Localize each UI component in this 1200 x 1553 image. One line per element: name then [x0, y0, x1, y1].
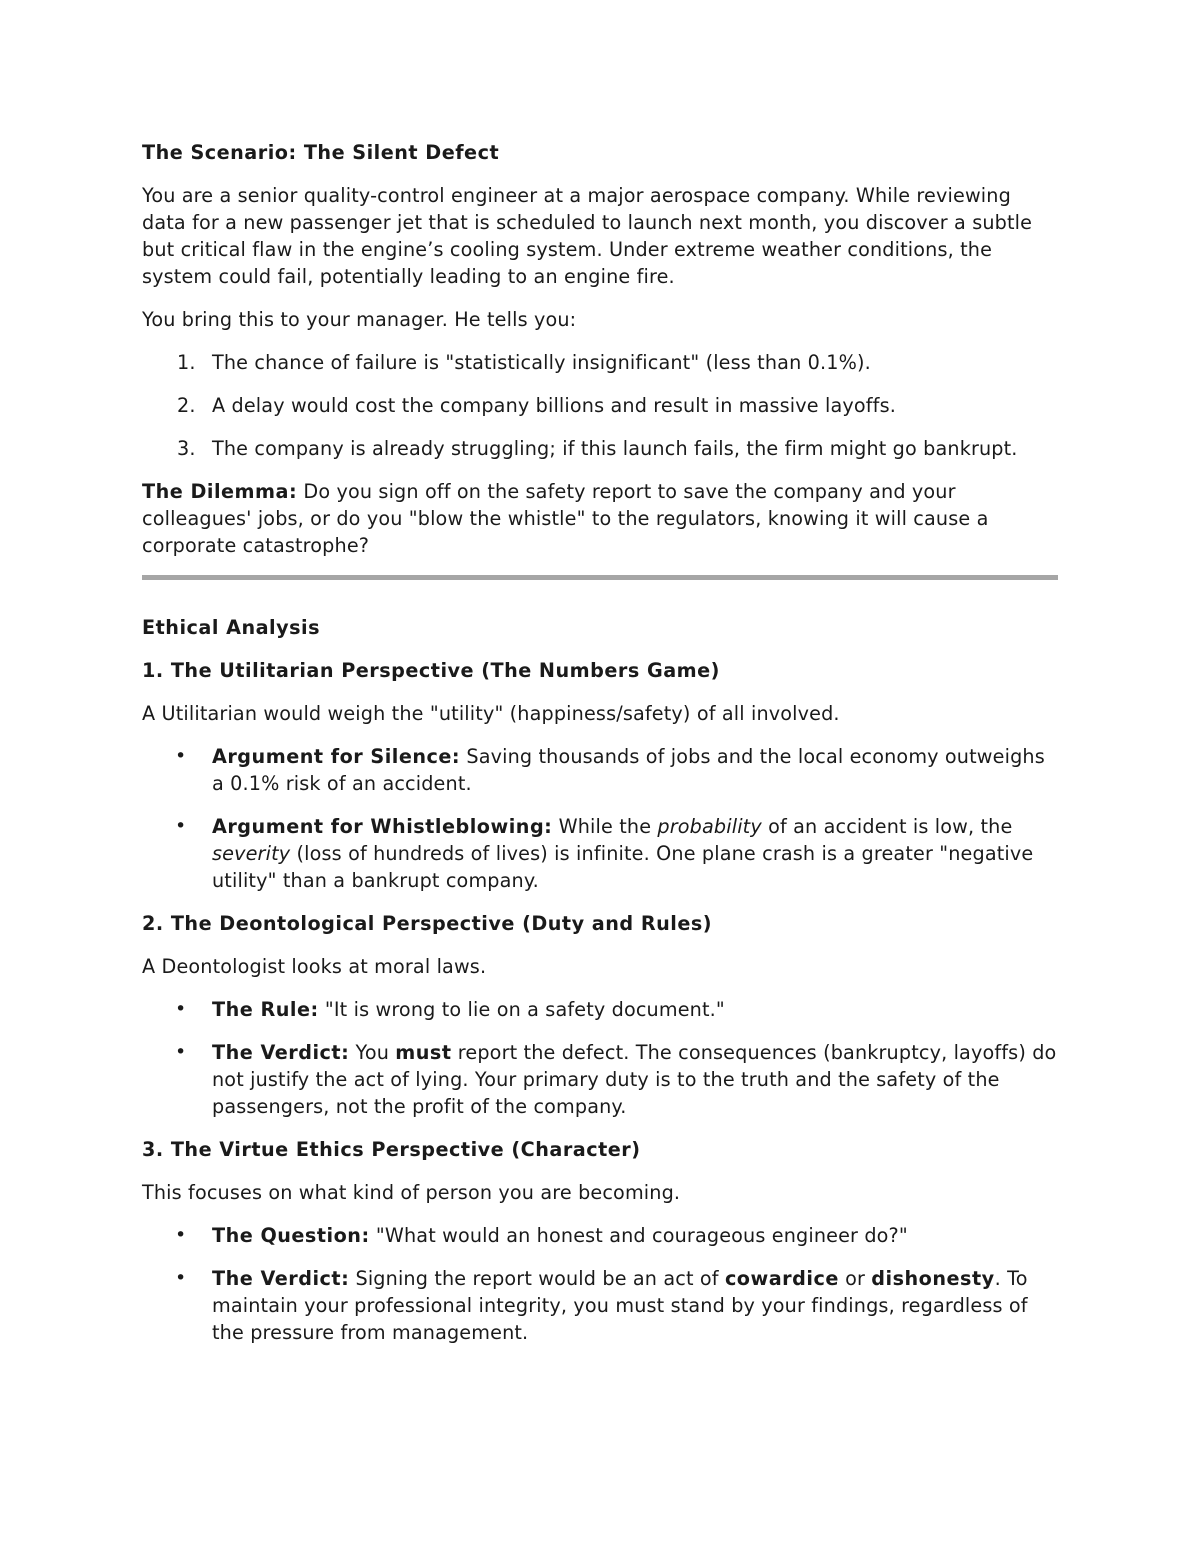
rule-label: The Rule:: [212, 998, 319, 1021]
list-item: [142, 349, 1058, 376]
deontological-heading: 2. The Deontological Perspective (Duty and Rules): [142, 912, 713, 935]
bullet-icon: •: [175, 745, 187, 767]
utilitarian-list: [142, 743, 1058, 894]
list-item: [142, 392, 1058, 419]
question-label: The Question:: [212, 1224, 370, 1247]
question-text: "What would an honest and courageous engineer do?": [369, 1224, 908, 1247]
whistle-text-c: (loss of hundreds of lives) is infinite. One plane crash is a greater "negative utility" than a bankrupt company.: [212, 842, 1034, 892]
virtue-intro: This focuses on what kind of person you are becoming.: [142, 1181, 681, 1204]
whistle-italic-probability: probability: [657, 815, 762, 838]
scenario-title: The Scenario: The Silent Defect: [142, 141, 500, 164]
virtue-verdict-c: . To maintain your professional integrity, you must stand by your findings, regardless of the pressure from management.: [212, 1267, 1028, 1344]
list-item: [142, 1222, 1058, 1249]
whistle-text-a: While the: [552, 815, 658, 838]
list-item: [142, 435, 1058, 462]
list-number: 3.: [177, 437, 196, 460]
bullet-icon: •: [175, 998, 187, 1020]
list-item: [142, 996, 1058, 1023]
list-item-text: The company is already struggling; if this launch fails, the firm might go bankrupt.: [212, 437, 1018, 460]
list-item: [142, 813, 1058, 894]
virtue-verdict-label: The Verdict:: [212, 1267, 350, 1290]
whistle-italic-severity: severity: [212, 842, 291, 865]
bullet-icon: •: [175, 815, 187, 837]
list-item: [142, 1265, 1058, 1346]
silence-text: Saving thousands of jobs and the local economy outweighs a 0.1% risk of an accident.: [212, 745, 1045, 795]
bullet-icon: •: [175, 1224, 187, 1246]
manager-points-list: [142, 349, 1058, 462]
bullet-icon: •: [175, 1267, 187, 1289]
deontological-verdict-label: The Verdict:: [212, 1041, 350, 1064]
dilemma-paragraph: [142, 478, 1058, 559]
deontological-intro: A Deontologist looks at moral laws.: [142, 955, 487, 978]
whistle-text-b: of an accident is low, the: [761, 815, 1013, 838]
bullet-icon: •: [175, 1041, 187, 1063]
utilitarian-intro: A Utilitarian would weigh the "utility" (happiness/safety) of all involved.: [142, 702, 840, 725]
list-item: [142, 743, 1058, 797]
dilemma-label: The Dilemma:: [142, 480, 298, 503]
deontological-list: [142, 996, 1058, 1120]
virtue-verdict-b: or: [838, 1267, 872, 1290]
list-item-text: The chance of failure is "statistically insignificant" (less than 0.1%).: [212, 351, 871, 374]
manager-intro: You bring this to your manager. He tells you:: [142, 308, 577, 331]
list-item-text: A delay would cost the company billions and result in massive layoffs.: [212, 394, 896, 417]
scenario-intro: You are a senior quality-control engineer at a major aerospace company. While reviewing data for a new passenger jet that is scheduled to launch next month, you discover a subtle but critical flaw in the engine’s cooling system. Under extreme weather conditions, the system could fail, potentially leading to an engine fire.: [142, 184, 1033, 288]
deontological-verdict-a: You: [349, 1041, 396, 1064]
list-item: [142, 1039, 1058, 1120]
utilitarian-heading: 1. The Utilitarian Perspective (The Numbers Game): [142, 659, 720, 682]
deontological-verdict-b: report the defect. The consequences (bankruptcy, layoffs) do not justify the act of lying. Your primary duty is to the truth and the safety of the passengers, not the profit of the company.: [212, 1041, 1057, 1118]
rule-text: "It is wrong to lie on a safety document.": [318, 998, 725, 1021]
horizontal-divider: [142, 575, 1058, 580]
whistle-label: Argument for Whistleblowing:: [212, 815, 553, 838]
virtue-list: [142, 1222, 1058, 1346]
document-page: [142, 139, 1058, 1362]
virtue-verdict-cowardice: cowardice: [724, 1267, 839, 1290]
silence-label: Argument for Silence:: [212, 745, 461, 768]
virtue-heading: 3. The Virtue Ethics Perspective (Character): [142, 1138, 641, 1161]
list-number: 2.: [177, 394, 196, 417]
list-number: 1.: [177, 351, 196, 374]
virtue-verdict-a: Signing the report would be an act of: [349, 1267, 725, 1290]
deontological-verdict-must: must: [395, 1041, 452, 1064]
analysis-title: Ethical Analysis: [142, 616, 321, 639]
virtue-verdict-dishonesty: dishonesty: [871, 1267, 995, 1290]
dilemma-text: Do you sign off on the safety report to save the company and your colleagues' jobs, or do you "blow the whistle" to the regulators, knowing it will cause a corporate catastrophe?: [142, 480, 989, 557]
